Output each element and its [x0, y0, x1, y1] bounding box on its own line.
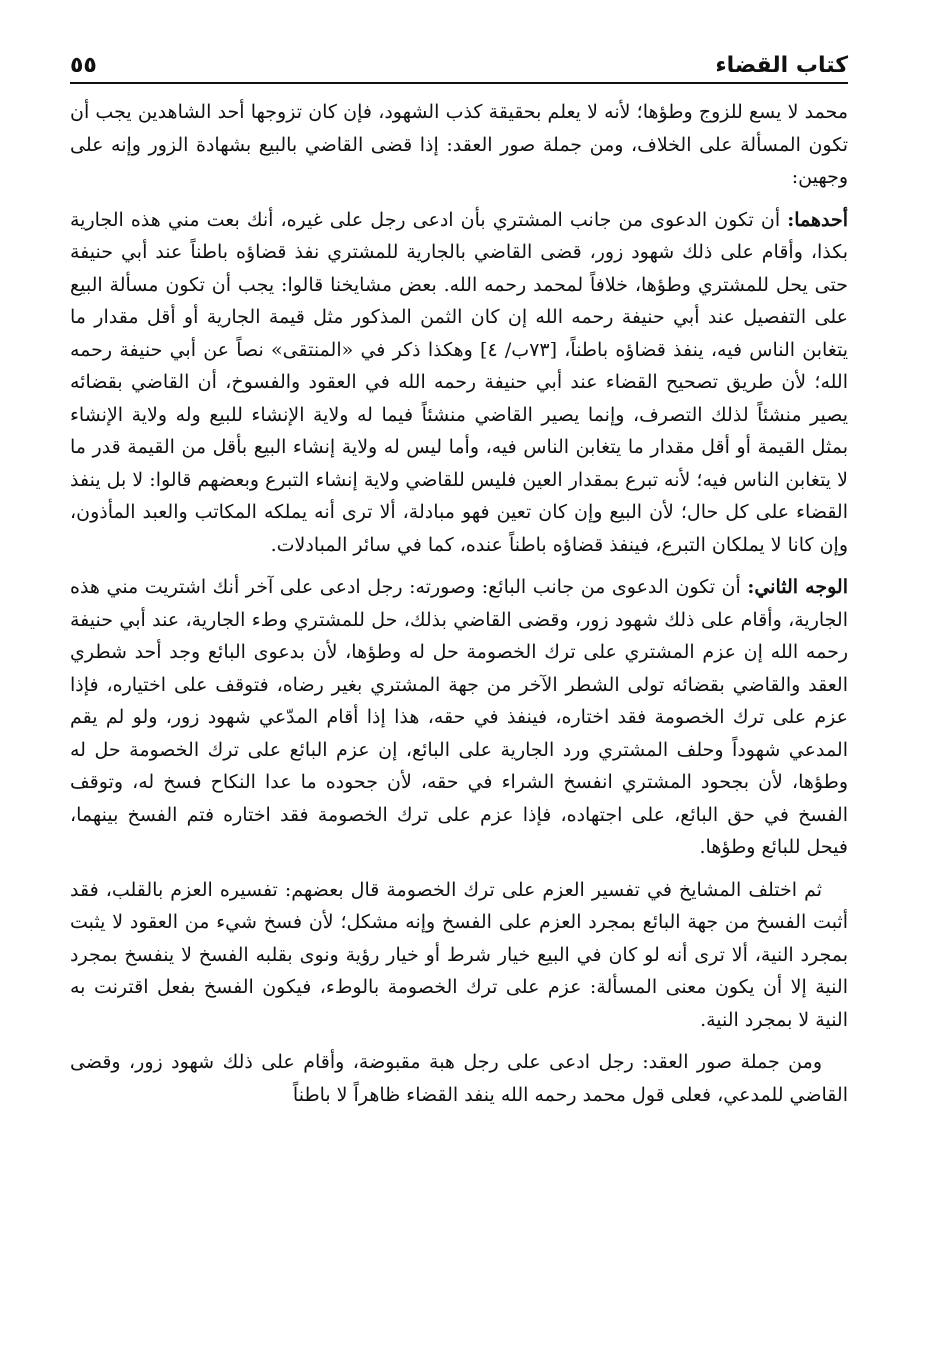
paragraph-2	[70, 204, 848, 562]
page-body	[70, 96, 848, 1111]
book-page	[70, 38, 848, 1121]
paragraph-text: أن تكون الدعوى من جانب المشتري بأن ادعى رجل على غيره، أنك بعت مني هذه الجارية بكذا، وأقام على ذلك شهود زور، قضى القاضي بالجارية للمشتري نفذ قضاؤه باطناً عند أبي حنيفة حتى يحل للمشتري وطؤها، خلافاً لمحمد رحمه الله. بعض مشايخنا قالوا: يجب أن تكون مسألة البيع على التفصيل عند أبي حنيفة رحمه الله إن كان الثمن المذكور مثل قيمة الجارية أو أقل مقدار ما يتغابن الناس فيه، ينفذ قضاؤه باطناً، [٧٣ب/ ٤] وهكذا ذكر في «المنتقى» نصاً عن أبي حنيفة رحمه الله؛ لأن طريق تصحيح القضاء عند أبي حنيفة رحمه الله في العقود والفسوخ، أن القاضي بقضائه يصير منشئاً لذلك التصرف، وإنما يصير القاضي منشئاً فيما له ولاية الإنشاء للبيع وله ولاية الإنشاء بمثل القيمة أو أقل مقدار ما يتغابن الناس فيه، وأما ليس له ولاية إنشاء البيع بأقل من القيمة قدر ما لا يتغابن الناس فيه؛ لأنه تبرع بمقدار العين فليس للقاضي ولاية إنشاء التبرع وبعضهم قالوا: لا بل ينفذ القضاء على كل حال؛ لأن البيع وإن كان تعين فهو مبادلة، ألا ترى أنه يملكه المكاتب والعبد المأذون، وإن كانا لا يملكان التبرع، فينفذ قضاؤه باطناً عنده، كما في سائر المبادلات.	[70, 208, 849, 556]
section-lead-second: الوجه الثاني:	[747, 576, 848, 598]
paragraph-5	[70, 1046, 848, 1111]
paragraph-text: ومن جملة صور العقد: رجل ادعى على رجل هبة مقبوضة، وأقام على ذلك شهود زور، وقضى القاضي للمدعي، فعلى قول محمد رحمه الله ينفد القضاء ظاهراً لا باطناً	[70, 1051, 848, 1106]
section-lead-first: أحدهما:	[787, 208, 848, 231]
paragraph-text: ثم اختلف المشايخ في تفسير العزم على ترك الخصومة قال بعضهم: تفسيره العزم بالقلب، فقد أثبت الفسخ من جهة البائع بمجرد العزم على الفسخ وإنه مشكل؛ لأن فسخ شيء من العقود لا يثبت بمجرد النية، ألا ترى أنه لو كان في البيع خيار شرط أو خيار رؤية ونوى بقلبه الفسخ لا ينفسخ بمجرد النية إلا أن يكون معنى المسألة: عزم على ترك الخصومة بالوطء، فيكون الفسخ بفعل اقترنت به النية لا بمجرد النية.	[70, 878, 848, 1031]
book-title: كتاب القضاء	[715, 53, 848, 78]
paragraph-4	[70, 874, 848, 1037]
paragraph-text: أن تكون الدعوى من جانب البائع: وصورته: رجل ادعى على آخر أنك اشتريت مني هذه الجارية، وأقام على ذلك شهود زور، وقضى القاضي بذلك، حل للمشتري وطء الجارية، عند أبي حنيفة رحمه الله إن عزم المشتري على ترك الخصومة حل له وطؤها، لأن بدعوى البائع وجد أحد شطري العقد والقاضي بقضائه تولى الشطر الآخر من جهة المشتري بغير رضاه، فتوقف على اختياره، فإذا عزم على ترك الخصومة فقد اختاره، فينفذ في حقه، هذا إذا أقام المدّعي شهود زور، ولو لم يقم المدعي شهوداً وحلف المشتري ورد الجارية على البائع، إن عزم البائع على ترك الخصومة حل له وطؤها، لأن بجحود المشتري انفسخ الشراء في حقه، لأن جحوده ما عدا النكاح فسخ له، وتوقف الفسخ في حق البائع، على اجتهاده، فإذا عزم على ترك الخصومة فقد اختاره فتم الفسخ بينهما، فيحل للبائع وطؤها.	[70, 576, 848, 858]
page-header	[70, 38, 848, 84]
page-number: ٥٥	[70, 53, 97, 78]
paragraph-3	[70, 571, 848, 864]
paragraph-1	[70, 96, 848, 194]
paragraph-text: محمد لا يسع للزوج وطؤها؛ لأنه لا يعلم بحقيقة كذب الشهود، فإن كان تزوجها أحد الشاهدين يجب أن تكون المسألة على الخلاف، ومن جملة صور العقد: إذا قضى القاضي بالبيع بشهادة الزور وإنه على وجهين:	[70, 101, 848, 188]
